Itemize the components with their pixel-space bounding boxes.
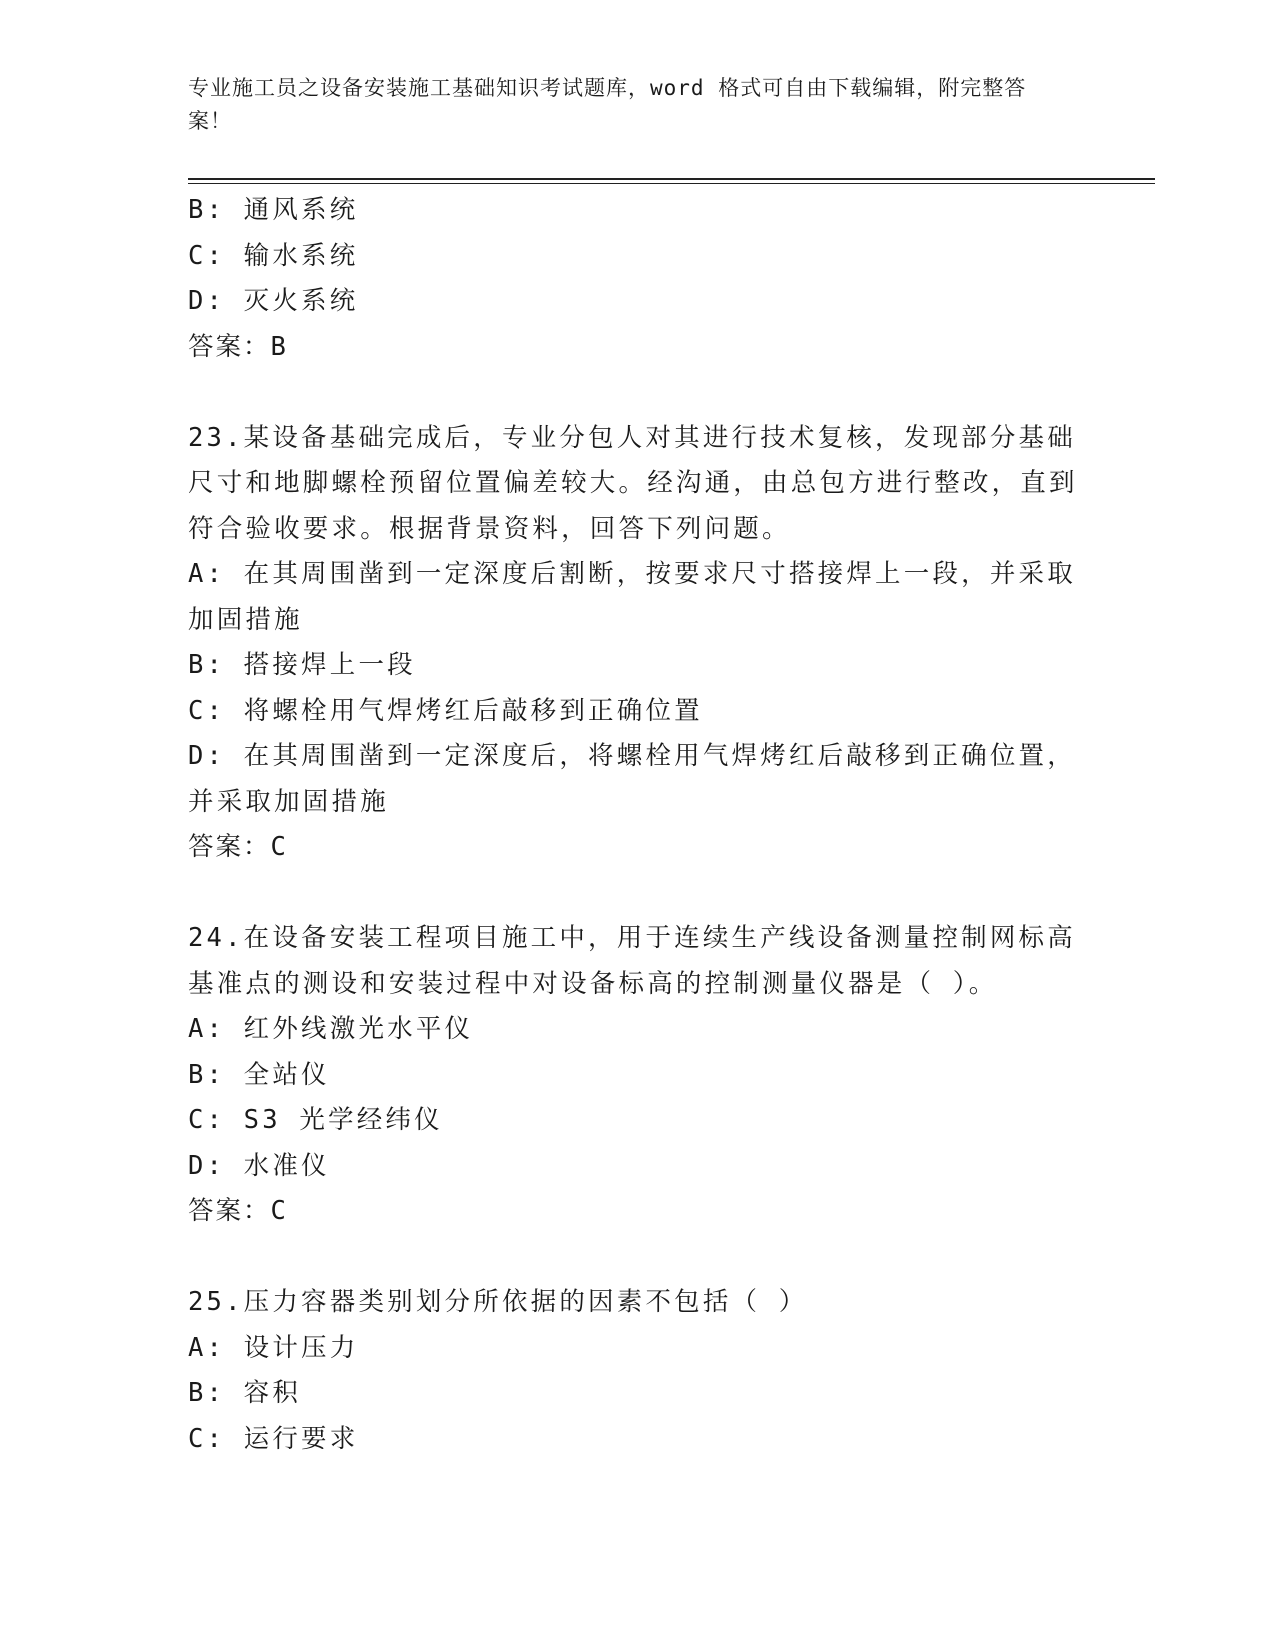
option-c: C: S3 光学经纬仪 (188, 1105, 443, 1135)
option-b: B: 全站仪 (188, 1059, 330, 1090)
question-stem: 23.某设备基础完成后，专业分包人对其进行技术复核，发现部分基础尺寸和地脚螺栓预留位置偏差较大。经沟通，由总包方进行整改，直到符合验收要求。根据背景资料，回答下列问题。 (188, 422, 1078, 544)
answer-line: 答案：C (188, 832, 288, 862)
spacer (188, 1235, 1088, 1281)
answer-line: 答案：B (188, 331, 288, 362)
option-c: C: 将螺栓用气焊烤红后敲移到正确位置 (188, 695, 703, 726)
header-divider-thin (188, 183, 1155, 184)
page-header: 专业施工员之设备安装施工基础知识考试题库，word 格式可自由下载编辑，附完整答案！ (188, 76, 1027, 133)
option-a: A: 在其周围凿到一定深度后割断，按要求尺寸搭接焊上一段，并采取加固措施 (188, 559, 1076, 635)
option-d: D: 水准仪 (188, 1150, 330, 1181)
question-stem: 24.在设备安装工程项目施工中，用于连续生产线设备测量控制网标高基准点的测设和安装过程中对设备标高的控制测量仪器是（ ）。 (188, 923, 1076, 999)
option-c: C: 输水系统 (188, 240, 359, 271)
question-25 (188, 1280, 1088, 1462)
header-divider (188, 178, 1155, 180)
question-stem: 25.压力容器类别划分所依据的因素不包括（ ） (188, 1287, 808, 1317)
question-23 (188, 416, 1088, 871)
question-content (188, 188, 1088, 1462)
option-b: B: 搭接焊上一段 (188, 650, 416, 680)
option-d: D: 在其周围凿到一定深度后，将螺栓用气焊烤红后敲移到正确位置，并采取加固措施 (188, 741, 1076, 817)
option-b: B: 容积 (188, 1378, 302, 1408)
answer-line: 答案：C (188, 1196, 288, 1226)
option-a: A: 设计压力 (188, 1332, 359, 1363)
option-b: B: 通风系统 (188, 195, 359, 225)
spacer (188, 871, 1088, 917)
question-24 (188, 916, 1088, 1235)
option-c: C: 运行要求 (188, 1423, 359, 1454)
option-d: D: 灭火系统 (188, 286, 359, 316)
question-22-tail (188, 188, 1088, 370)
spacer (188, 370, 1088, 416)
option-a: A: 红外线激光水平仪 (188, 1014, 474, 1044)
